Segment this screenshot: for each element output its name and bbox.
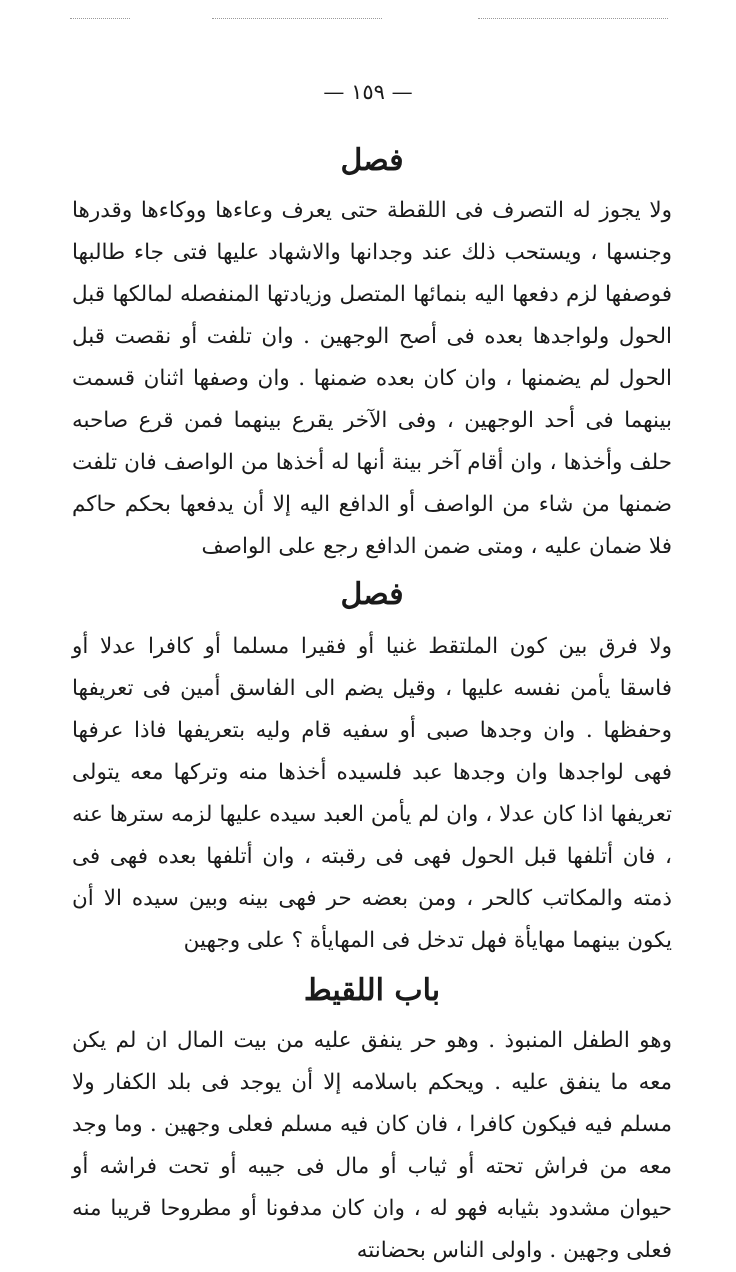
page-number: — ١٥٩ — [323,80,413,104]
section-paragraph: ولا يجوز له التصرف فى اللقطة حتى يعرف وعاءها ووكاءها وقدرها وجنسها ، ويستحب ذلك عند وجدانها والاشهاد عليها فتى جاء طالبها فوصفها لزم دفعها اليه بنمائها المتصل وزيادتها المنفصله لمالكها قبل الحول ولواجدها بعده فى أصح الوجهين . وان تلفت أو نقصت قبل الحول لم يضمنها ، وان كان بعده ضمنها . وان وصفها اثنان قسمت بينهما فى أحد الوجهين ، وفى الآخر يقرع بينهما فمن قرع صاحبه حلف وأخذها ، وان أقام آخر بينة أنها له أخذها من الواصف فان تلفت ضمنها من شاء من الواصف أو الدافع اليه إلا أن يدفعها بحكم حاكم فلا ضمان عليه ، ومتى ضمن الدافع رجع على الواصف [72,198,672,559]
section-paragraph-2: ولا فرق بين كون الملتقط غنيا أو فقيرا مسلما أو كافرا عدلا أو فاسقا يأمن نفسه عليها ، وقيل يضم الى الفاسق أمين فى تعريفها وحفظها . وان وجدها صبى أو سفيه قام وليه بتعريفها فاذا عرفها فهى لواجدها وان وجدها عبد فلسيده أخذها منه وتركها معه يتولى تعريفها اذا كان عدلا ، وان لم يأمن العبد سيده عليها لزمه سترها عنه ، فان أتلفها قبل الحول فهى فى رقبته ، وان أتلفها بعده فهى فى ذمته والمكاتب كالحر ، ومن بعضه حر فهى بينه وبين سيده الا أن يكون بينهما مهايأة فهل تدخل فى المهايأة ؟ على وجهين [72,634,672,953]
section-paragraph-3: وهو الطفل المنبوذ . وهو حر ينفق عليه من بيت المال ان لم يكن معه ما ينفق عليه . ويحكم باسلامه إلا أن يوجد فى بلد الكفار ولا مسلم فيه فيكون كافرا ، فان كان فيه مسلم فعلى وجهين . وما وجد معه من فراش تحته أو ثياب أو مال فى جيبه أو تحت فراشه أو حيوان مشدود بثيابه فهو له ، وان كان مدفونا أو مطروحا قريبا منه فعلى وجهين . واولى الناس بحضانته [72,1028,673,1263]
page-body [72,136,672,1272]
section-heading-fasl-2: فصل [340,577,404,612]
section-heading-fasl: فصل [340,143,404,178]
chapter-heading-laqit: باب اللقيط [303,973,441,1008]
top-rule-right [478,18,668,19]
top-rule-middle [212,18,382,19]
top-rule-left [70,18,130,19]
